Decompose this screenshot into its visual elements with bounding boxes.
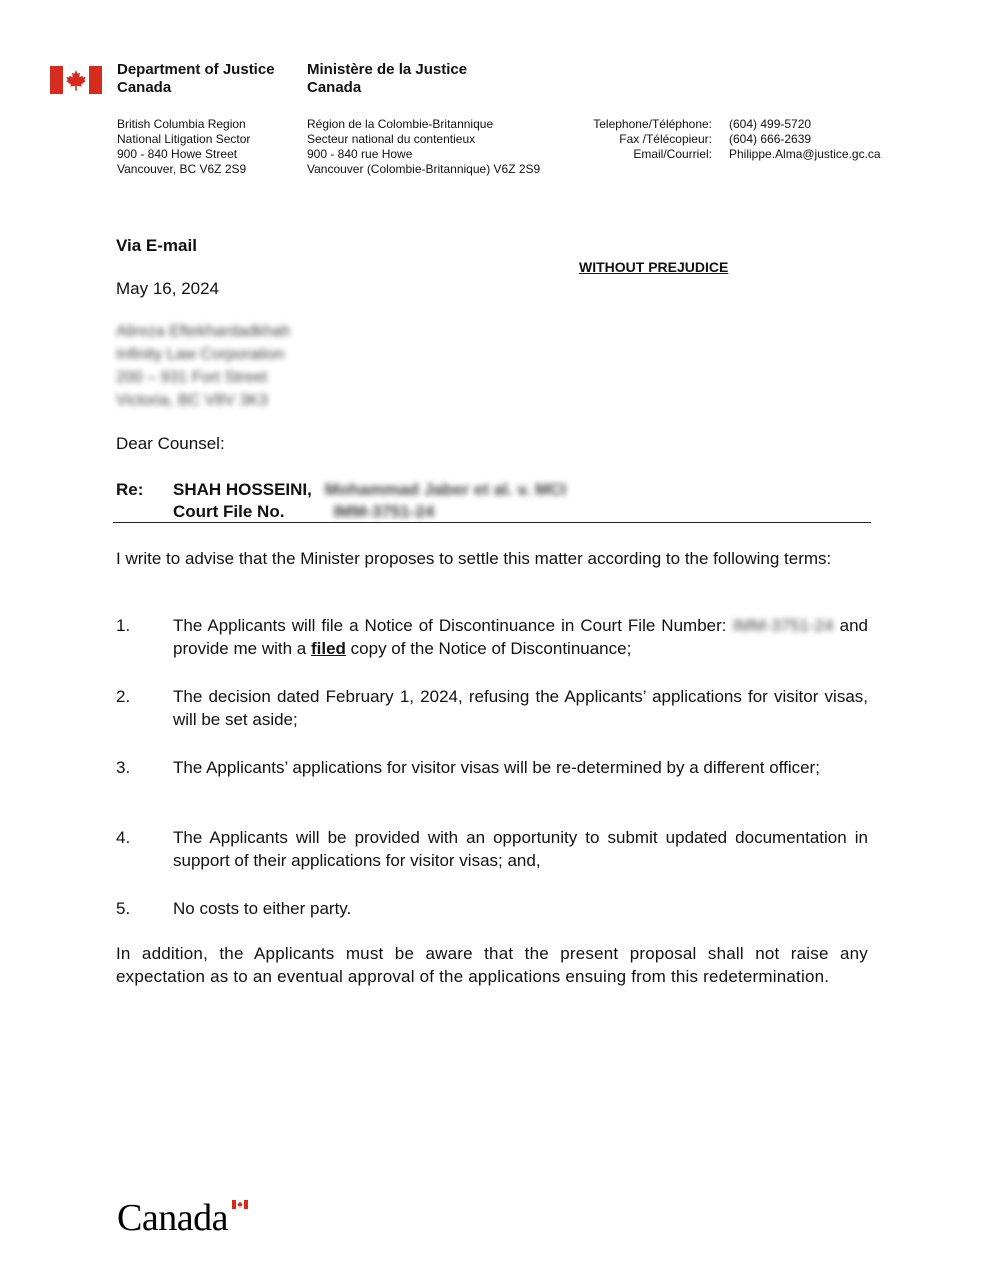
department-name-fr bbox=[307, 61, 467, 97]
re-subject bbox=[173, 478, 566, 501]
address-fr bbox=[307, 117, 540, 177]
term-5: No costs to either party. bbox=[173, 899, 352, 918]
term-1-emphasis: filed bbox=[310, 639, 346, 658]
canada-flag-icon bbox=[50, 66, 102, 94]
address-en bbox=[117, 117, 250, 177]
address-line: Secteur national du contentieux bbox=[307, 132, 476, 146]
closing-paragraph: In addition, the Applicants must be aware that the present proposal shall not raise any expectation as to an eventual approval of the applications ensuing from this redetermination. bbox=[116, 944, 868, 986]
without-prejudice: WITHOUT PREJUDICE bbox=[579, 259, 729, 275]
contact-label-phone: Telephone/Téléphone: bbox=[593, 117, 712, 131]
delivery-method: Via E-mail bbox=[116, 236, 197, 255]
address-line: British Columbia Region bbox=[117, 117, 246, 131]
canada-wordmark: Canada bbox=[117, 1197, 228, 1239]
address-line: 900 - 840 Howe Street bbox=[117, 147, 238, 161]
court-file bbox=[173, 500, 434, 523]
contact-phone: (604) 499-5720 bbox=[729, 117, 812, 131]
re-divider bbox=[113, 522, 871, 523]
contact-label-email: Email/Courriel: bbox=[633, 147, 712, 161]
recipient-line: 200 – 931 Fort Street bbox=[116, 369, 268, 386]
court-file-label: Court File No. bbox=[173, 502, 285, 521]
term-number: 2. bbox=[116, 687, 131, 706]
re-label: Re: bbox=[116, 480, 144, 499]
address-line: 900 - 840 rue Howe bbox=[307, 147, 413, 161]
recipient-line: Infinity Law Corporation bbox=[116, 346, 285, 363]
department-en-line: Canada bbox=[117, 79, 172, 96]
term-1-redacted: IMM-3751-24 bbox=[732, 616, 834, 635]
contact-fax: (604) 666-2639 bbox=[729, 132, 812, 146]
recipient-line: Victoria, BC V8V 3K3 bbox=[116, 392, 268, 409]
department-en-line: Department of Justice bbox=[117, 61, 275, 78]
address-line: Région de la Colombie-Britannique bbox=[307, 117, 494, 131]
department-fr-line: Canada bbox=[307, 79, 362, 96]
re-name-redacted: Mohammad Jaber et al. v. MCI bbox=[324, 480, 567, 499]
address-line: National Litigation Sector bbox=[117, 132, 251, 146]
term-number: 5. bbox=[116, 899, 131, 918]
term-1-text: copy of the Notice of Discontinuance; bbox=[350, 639, 632, 658]
court-file-redacted: IMM-3751-24 bbox=[333, 502, 435, 521]
term-4: The Applicants will be provided with an opportunity to submit updated documentation in support of their applications for visitor visas; and, bbox=[173, 828, 868, 870]
contact-email: Philippe.Alma@justice.gc.ca bbox=[729, 147, 881, 161]
salutation: Dear Counsel: bbox=[116, 434, 225, 453]
department-fr-line: Ministère de la Justice bbox=[307, 61, 468, 78]
re-name: SHAH HOSSEINI, bbox=[173, 480, 312, 499]
canada-wordmark-flag-icon bbox=[232, 1200, 248, 1209]
term-3: The Applicants’ applications for visitor visas will be re-determined by a different officer; bbox=[173, 758, 820, 777]
term-2: The decision dated February 1, 2024, refusing the Applicants’ applications for visitor visas, will be set aside; bbox=[173, 687, 868, 729]
contact-values bbox=[729, 117, 881, 162]
term-number: 3. bbox=[116, 758, 131, 777]
address-line: Vancouver (Colombie-Britannique) V6Z 2S9 bbox=[307, 162, 541, 176]
address-line: Vancouver, BC V6Z 2S9 bbox=[117, 162, 247, 176]
term-1 bbox=[173, 614, 868, 660]
recipient-address-redacted bbox=[116, 320, 290, 412]
department-name-en bbox=[117, 61, 275, 97]
contact-labels bbox=[593, 117, 712, 162]
letter-date: May 16, 2024 bbox=[116, 279, 220, 298]
term-number: 4. bbox=[116, 828, 131, 847]
term-1-text: The Applicants will file a Notice of Discontinuance in Court File Number: bbox=[173, 616, 727, 635]
contact-label-fax: Fax /Télécopieur: bbox=[619, 132, 712, 146]
term-1-text: and provide me with a bbox=[173, 616, 868, 658]
intro-paragraph: I write to advise that the Minister proposes to settle this matter according to the following terms: bbox=[116, 549, 832, 568]
recipient-line: Alireza Eftekhardadkhah bbox=[116, 323, 291, 340]
term-number: 1. bbox=[116, 616, 131, 635]
